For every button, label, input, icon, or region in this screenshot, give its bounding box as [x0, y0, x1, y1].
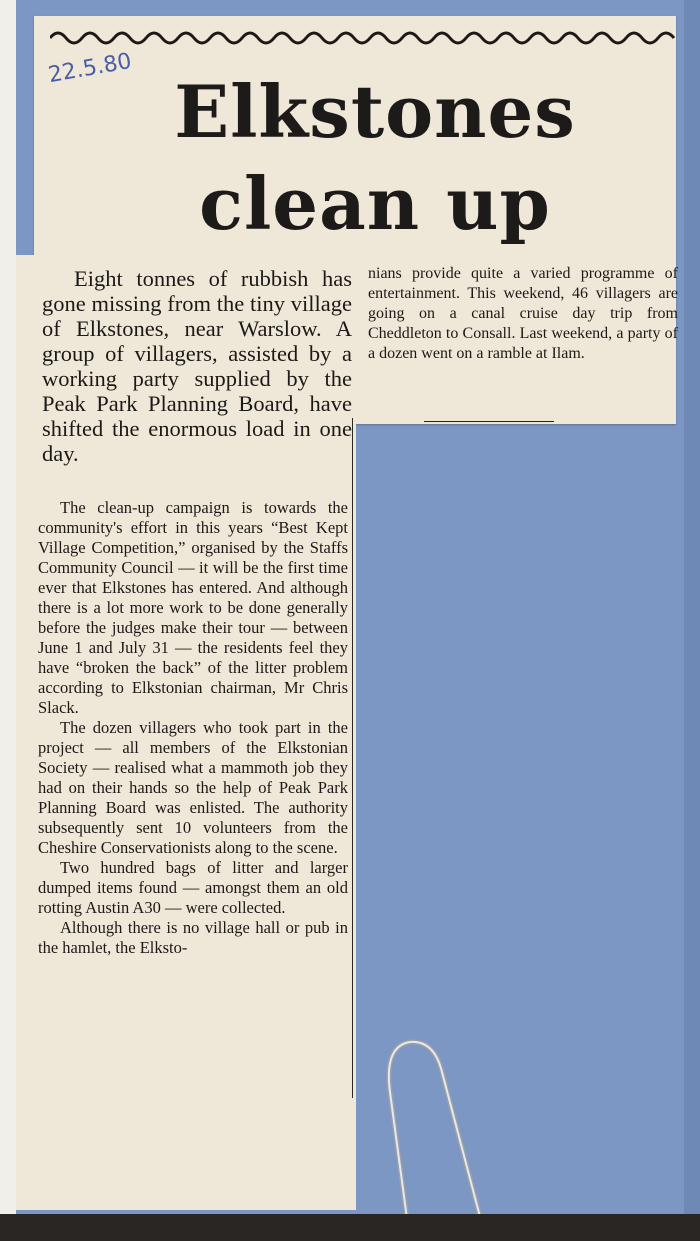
lede-paragraph: Eight tonnes of rubbish has gone missing from the tiny village of Elkstones, near Warslow. A group of villagers, assisted by a working party supplied by the Peak Park Planning Board, have shifted the enormous load in one day.	[42, 266, 352, 466]
headline-line-1: Elkstones	[174, 69, 576, 154]
body-paragraph: The dozen villagers who took part in the project — all members of the Elkstonian Society — realised what a mammoth job they had on their hands so the help of Peak Park Planning Board was enlisted. The authority subsequently sent 10 volunteers from the Cheshire Conservationists along to the scene.	[38, 718, 348, 857]
headline	[140, 66, 610, 250]
scrapbook-left-strip	[0, 0, 16, 1241]
handwritten-date: 22.5.80	[46, 48, 134, 89]
end-rule	[424, 421, 554, 422]
scrapbook-right-edge	[684, 0, 700, 1241]
body-paragraph: Two hundred bags of litter and larger dumped items found — amongst them an old rotting Austin A30 — were collected.	[38, 858, 348, 917]
column-rule	[352, 418, 353, 1098]
headline-line-2: clean up	[199, 161, 551, 246]
article-continuation: nians provide quite a varied programme of entertainment. This weekend, 46 villagers are going on a canal cruise day trip from Cheddleton to Consall. Last weekend, a party of a dozen went on a ramble at Ilam.	[368, 265, 678, 362]
scrapbook-bottom-edge	[0, 1214, 700, 1241]
paperclip-icon	[376, 1032, 496, 1241]
body-paragraph: The clean-up campaign is towards the community's effort in this years “Best Kept Village Competition,” organised by the Staffs Community Council — it will be the first time ever that Elkstones has entered. And although there is a lot more work to be done generally before the judges make their tour — between June 1 and July 31 — the residents feel they have “broken the back” of the litter problem according to Elkstonian chairman, Mr Chris Slack.	[38, 498, 348, 717]
article-body-left	[38, 498, 348, 958]
ornamental-border	[50, 26, 678, 50]
body-paragraph: Although there is no village hall or pub in the hamlet, the Elksto-	[38, 918, 348, 957]
